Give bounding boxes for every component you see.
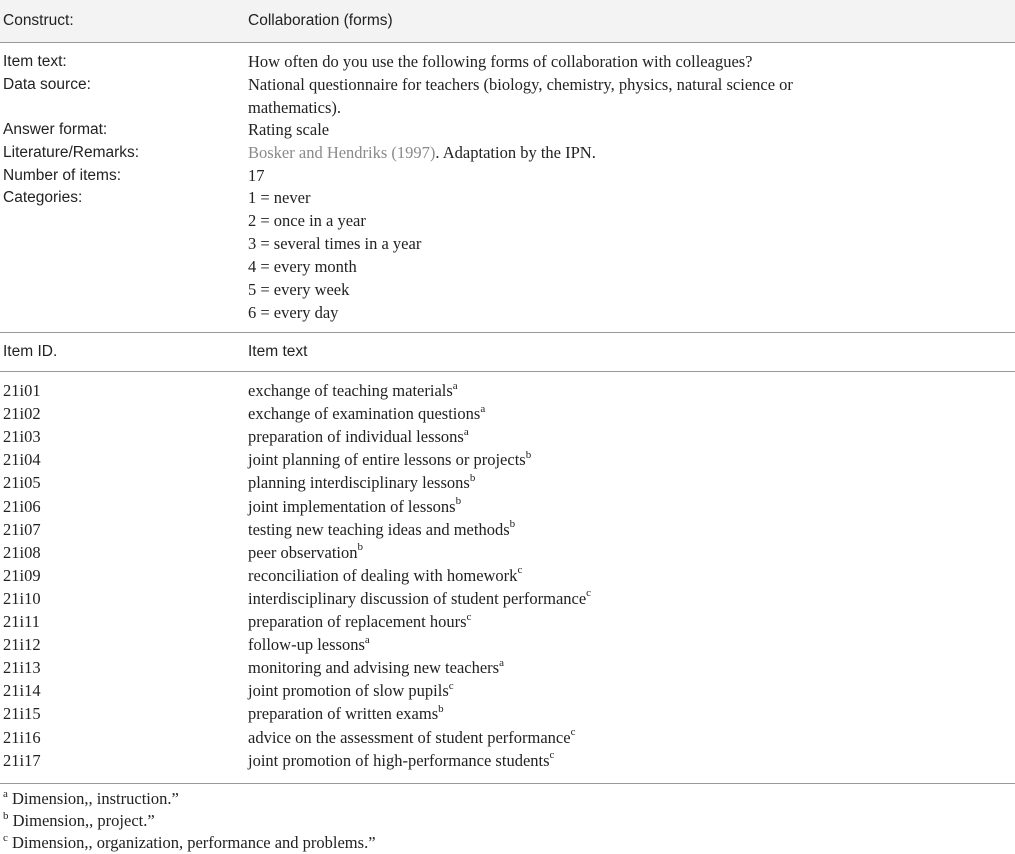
item-id: 21i08 <box>3 542 41 562</box>
item-text: exchange of teaching materials$^a$ <box>248 379 458 400</box>
footnote-marker: b <box>525 448 532 461</box>
construct-row <box>0 9 1015 32</box>
item-id: 21i13 <box>3 658 41 678</box>
item-id: 21i07 <box>3 519 41 539</box>
footnote-text: Dimension,, organization, performance and problems.” <box>7 833 376 852</box>
item-text: interdisciplinary discussion of student performance$^c$ <box>248 587 592 608</box>
table-row <box>0 448 1015 471</box>
meta-row <box>0 209 1015 232</box>
item-id: 21i04 <box>3 450 41 470</box>
meta-row <box>0 73 1015 96</box>
meta-row <box>0 255 1015 278</box>
meta-row <box>0 164 1015 187</box>
meta-value: 5 = every week <box>248 280 350 299</box>
footnote-marker: c <box>570 726 576 738</box>
item-text: follow-up lessons$^a$ <box>248 633 370 655</box>
footnote-text: Dimension,, project.” <box>8 811 155 830</box>
table-row <box>0 702 1015 725</box>
item-text: testing new teaching ideas and methods$^b$ <box>248 518 516 539</box>
footnote <box>3 788 179 810</box>
item-id: 21i10 <box>3 588 41 608</box>
meta-value: 3 = several times in a year <box>248 234 422 253</box>
meta-label: Categories: <box>3 189 83 206</box>
meta-value: How often do you use the following forms of collaboration with colleagues? <box>248 52 753 71</box>
footnote-marker: a <box>499 656 504 669</box>
item-text: joint implementation of lessons$^b$ <box>248 495 462 516</box>
meta-value: National questionnaire for teachers (biology, chemistry, physics, natural science or <box>248 75 793 94</box>
meta-row <box>0 232 1015 255</box>
item-text: joint promotion of high-performance students$^c$ <box>248 749 555 770</box>
item-id: 21i14 <box>3 681 41 701</box>
item-text: joint planning of entire lessons or projects$^b$ <box>248 448 532 470</box>
footnote-mark: b <box>3 809 9 822</box>
table-row <box>0 679 1015 702</box>
meta-row <box>0 301 1015 324</box>
item-id: 21i03 <box>3 427 41 447</box>
item-id: 21i06 <box>3 496 41 516</box>
footnote-marker: c <box>586 587 592 600</box>
meta-row <box>0 278 1015 301</box>
meta-value: 6 = every day <box>248 303 339 322</box>
item-id: 21i09 <box>3 565 41 585</box>
footnote-marker: c <box>448 679 454 692</box>
meta-label: Literature/Remarks: <box>3 144 140 161</box>
meta-divider <box>0 332 1015 333</box>
meta-label: Answer format: <box>3 121 108 138</box>
footnote-marker: a <box>463 425 469 438</box>
table-row <box>0 749 1015 772</box>
items-header-id: Item ID. <box>3 343 58 360</box>
item-text: peer observation$^b$ <box>248 541 363 562</box>
item-id: 21i12 <box>3 635 41 655</box>
item-text: preparation of written exams$^b$ <box>248 702 444 724</box>
item-id: 21i11 <box>3 612 40 631</box>
item-text: monitoring and advising new teachers$^a$ <box>248 656 504 678</box>
table-row <box>0 656 1015 679</box>
meta-value <box>248 141 596 164</box>
table-row <box>0 564 1015 587</box>
table-row <box>0 541 1015 564</box>
item-id: 21i05 <box>3 473 41 493</box>
footnote-marker: c <box>549 749 555 762</box>
construct-value: Collaboration (forms) <box>248 12 393 29</box>
item-text: exchange of examination questions$^a$ <box>248 402 486 424</box>
items-header-divider <box>0 371 1015 372</box>
footnote-marker: b <box>357 541 363 554</box>
item-text: preparation of individual lessons$^a$ <box>248 425 469 447</box>
meta-row <box>0 186 1015 209</box>
footnote-marker: a <box>480 402 486 415</box>
meta-row <box>0 118 1015 141</box>
table-row <box>0 726 1015 749</box>
meta-label: Data source: <box>3 76 91 93</box>
item-id: 21i16 <box>3 727 41 747</box>
meta-label: Number of items: <box>3 167 122 184</box>
footnote-marker: a <box>452 379 458 392</box>
table-row <box>0 471 1015 494</box>
item-id: 21i17 <box>3 750 41 770</box>
footnote-marker: a <box>364 633 370 646</box>
footnote-marker: b <box>509 518 516 531</box>
footnote-mark: c <box>3 831 8 844</box>
meta-value: Rating scale <box>248 120 330 139</box>
item-text: reconciliation of dealing with homework$^c$ <box>248 564 523 585</box>
footnote <box>3 810 155 832</box>
construct-label: Construct: <box>3 12 74 29</box>
meta-value: mathematics). <box>248 98 342 117</box>
meta-value: 17 <box>248 166 265 185</box>
literature-link[interactable]: Bosker and Hendriks (1997) <box>248 143 436 162</box>
item-id: 21i01 <box>3 381 41 400</box>
table-row <box>0 610 1015 633</box>
meta-value: 2 = once in a year <box>248 211 366 230</box>
item-text: preparation of replacement hours$^c$ <box>248 610 472 631</box>
literature-rest: . Adaptation by the IPN. <box>435 143 596 162</box>
table-row <box>0 633 1015 656</box>
footnote-marker: c <box>466 610 472 623</box>
table-row <box>0 379 1015 402</box>
meta-row <box>0 141 1015 164</box>
items-header-row <box>0 340 1015 363</box>
item-text: joint promotion of slow pupils$^c$ <box>248 679 454 701</box>
table-row <box>0 495 1015 518</box>
meta-label: Item text: <box>3 53 67 70</box>
footnote <box>3 832 376 854</box>
item-id: 21i02 <box>3 404 41 424</box>
item-text: advice on the assessment of student performance$^c$ <box>248 726 576 747</box>
item-id: 21i15 <box>3 704 41 724</box>
meta-value: 4 = every month <box>248 257 357 276</box>
footnote-marker: b <box>469 471 476 484</box>
table-row <box>0 402 1015 425</box>
meta-row <box>0 50 1015 73</box>
item-text: planning interdisciplinary lessons$^b$ <box>248 471 476 493</box>
table-bottom-rule <box>0 783 1015 784</box>
footnote-marker: c <box>517 564 523 577</box>
table-row <box>0 587 1015 610</box>
footnote-marker: b <box>455 495 462 507</box>
meta-value: 1 = never <box>248 188 311 207</box>
items-header-text: Item text <box>248 343 308 360</box>
table-row <box>0 518 1015 541</box>
footnote-marker: b <box>438 702 444 715</box>
footnote-mark: a <box>3 787 8 800</box>
header-divider <box>0 42 1015 43</box>
footnote-text: Dimension,, instruction.” <box>7 789 179 808</box>
meta-row <box>0 96 1015 119</box>
table-row <box>0 425 1015 448</box>
